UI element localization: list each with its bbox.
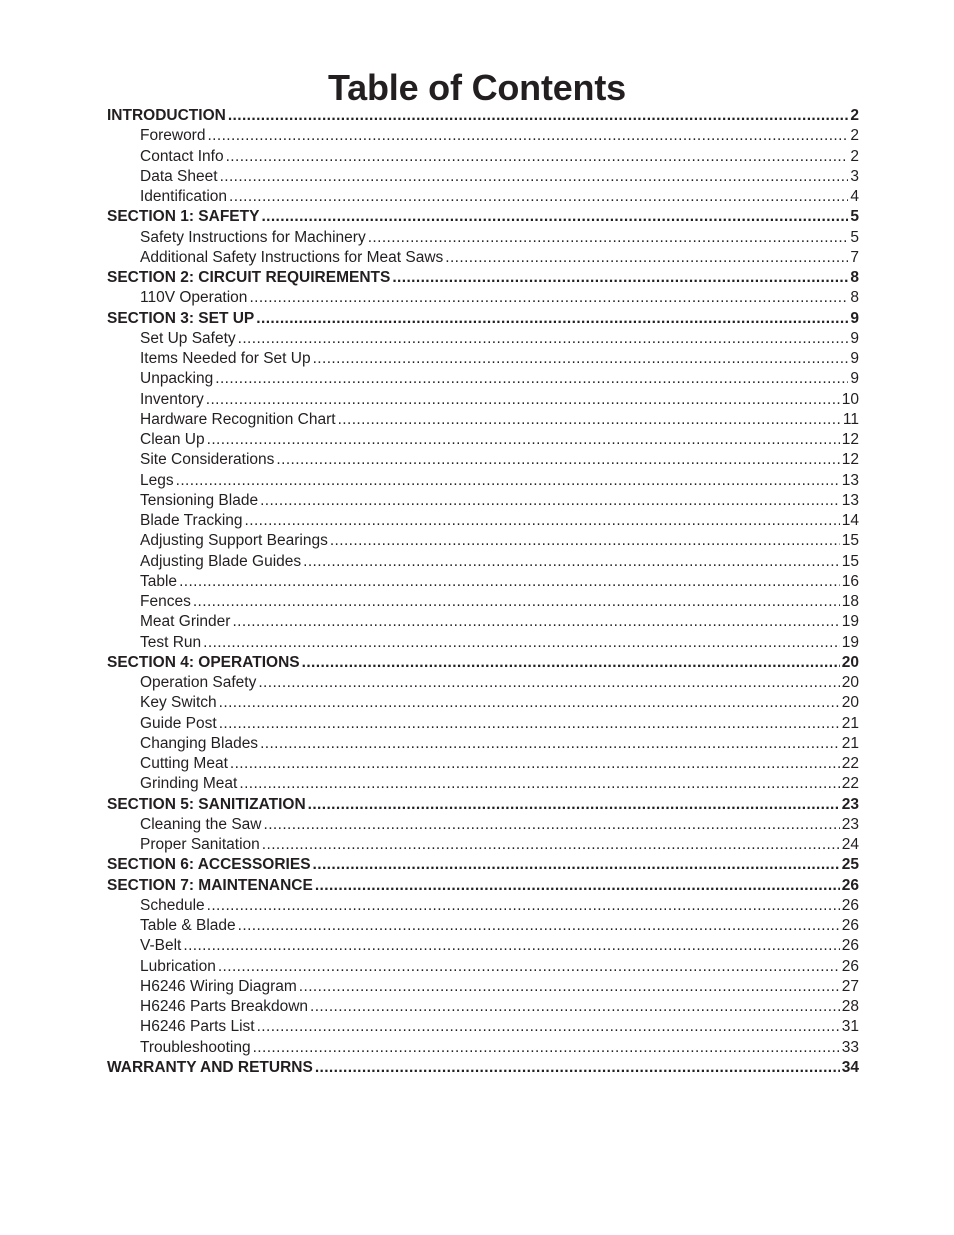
dot-leader xyxy=(230,754,840,774)
dot-leader xyxy=(245,511,840,531)
toc-entry-label: Legs xyxy=(140,471,174,489)
dot-leader xyxy=(313,349,849,369)
toc-entry-page-number: 18 xyxy=(841,593,859,610)
toc-subsection-entry[interactable] xyxy=(107,774,859,794)
dot-leader xyxy=(303,552,840,572)
dot-leader xyxy=(253,1038,840,1058)
toc-entry-page-number: 34 xyxy=(841,1058,859,1076)
toc-entry-page-number: 22 xyxy=(841,775,859,793)
toc-entry-label: WARRANTY AND RETURNS xyxy=(107,1058,313,1076)
toc-entry-label: Data Sheet xyxy=(140,167,218,185)
toc-entry-label: Cleaning the Saw xyxy=(140,815,262,833)
toc-entry-page-number: 12 xyxy=(841,431,859,448)
dot-leader xyxy=(193,592,840,612)
dot-leader xyxy=(203,633,840,653)
toc-section-entry[interactable] xyxy=(107,106,859,126)
dot-leader xyxy=(313,855,840,875)
toc-subsection-entry[interactable] xyxy=(107,957,859,977)
dot-leader xyxy=(220,167,849,187)
toc-subsection-entry[interactable] xyxy=(107,248,859,268)
toc-subsection-entry[interactable] xyxy=(107,1038,859,1058)
dot-leader xyxy=(261,207,848,227)
toc-entry-page-number: 15 xyxy=(841,532,859,550)
dot-leader xyxy=(299,977,840,997)
toc-entry-label: Grinding Meat xyxy=(140,775,238,793)
toc-subsection-entry[interactable] xyxy=(107,633,859,653)
toc-section-entry[interactable] xyxy=(107,207,859,227)
toc-subsection-entry[interactable] xyxy=(107,693,859,713)
dot-leader xyxy=(260,491,840,511)
toc-entry-label: INTRODUCTION xyxy=(107,107,226,124)
dot-leader xyxy=(207,896,840,916)
toc-entry-page-number: 20 xyxy=(841,694,859,712)
toc-entry-label: SECTION 5: SANITIZATION xyxy=(107,795,306,813)
toc-subsection-entry[interactable] xyxy=(107,754,859,774)
dot-leader xyxy=(368,228,849,248)
toc-section-entry[interactable] xyxy=(107,309,859,329)
dot-leader xyxy=(229,187,848,207)
toc-entry-page-number: 13 xyxy=(841,471,859,489)
toc-entry-page-number: 2 xyxy=(850,107,859,124)
toc-entry-label: Inventory xyxy=(140,390,204,408)
toc-subsection-entry[interactable] xyxy=(107,471,859,491)
toc-entry-label: Operation Safety xyxy=(140,674,257,691)
toc-entry-page-number: 33 xyxy=(841,1038,859,1056)
dot-leader xyxy=(330,531,840,551)
dot-leader xyxy=(315,876,840,896)
toc-subsection-entry[interactable] xyxy=(107,187,859,207)
toc-entry-page-number: 8 xyxy=(850,289,859,307)
toc-subsection-entry[interactable] xyxy=(107,531,859,551)
toc-entry-label: Adjusting Blade Guides xyxy=(140,552,302,570)
dot-leader xyxy=(302,653,840,673)
dot-leader xyxy=(256,309,848,329)
toc-subsection-entry[interactable] xyxy=(107,390,859,410)
toc-entry-page-number: 21 xyxy=(841,734,859,752)
toc-entry-label: Items Needed for Set Up xyxy=(140,350,311,367)
toc-entry-label: SECTION 3: SET UP xyxy=(107,309,255,327)
toc-entry-page-number: 23 xyxy=(841,815,859,833)
toc-entry-label: Set Up Safety xyxy=(140,329,236,347)
toc-entry-page-number: 10 xyxy=(841,390,859,408)
toc-subsection-entry[interactable] xyxy=(107,896,859,916)
toc-entry-label: Blade Tracking xyxy=(140,512,243,529)
toc-subsection-entry[interactable] xyxy=(107,369,859,389)
toc-entry-label: Hardware Recognition Chart xyxy=(140,410,336,428)
toc-entry-page-number: 26 xyxy=(841,937,859,955)
dot-leader xyxy=(249,288,848,308)
toc-subsection-entry[interactable] xyxy=(107,1017,859,1037)
dot-leader xyxy=(232,612,839,632)
toc-entry-page-number: 19 xyxy=(841,633,859,651)
toc-entry-page-number: 3 xyxy=(850,167,859,185)
toc-entry-label: Test Run xyxy=(140,633,202,651)
toc-entry-page-number: 12 xyxy=(841,451,859,469)
toc-entry-page-number: 26 xyxy=(841,896,859,914)
toc-section-entry[interactable] xyxy=(107,1058,859,1078)
table-of-contents xyxy=(107,106,859,1078)
toc-entry-page-number: 25 xyxy=(841,856,859,874)
toc-entry-page-number: 23 xyxy=(841,795,859,813)
toc-subsection-entry[interactable] xyxy=(107,997,859,1017)
toc-subsection-entry[interactable] xyxy=(107,349,859,369)
toc-entry-page-number: 19 xyxy=(841,613,859,631)
dot-leader xyxy=(183,936,839,956)
toc-section-entry[interactable] xyxy=(107,795,859,815)
dot-leader xyxy=(308,795,840,815)
toc-entry-label: SECTION 2: CIRCUIT REQUIREMENTS xyxy=(107,269,391,286)
dot-leader xyxy=(258,673,839,693)
toc-entry-label: SECTION 7: MAINTENANCE xyxy=(107,876,313,894)
toc-subsection-entry[interactable] xyxy=(107,612,859,632)
toc-subsection-entry[interactable] xyxy=(107,329,859,349)
toc-subsection-entry[interactable] xyxy=(107,491,859,511)
toc-entry-page-number: 5 xyxy=(850,208,859,226)
dot-leader xyxy=(310,997,840,1017)
toc-entry-page-number: 2 xyxy=(850,147,859,165)
toc-entry-label: Unpacking xyxy=(140,370,214,388)
toc-subsection-entry[interactable] xyxy=(107,936,859,956)
toc-subsection-entry[interactable] xyxy=(107,714,859,734)
toc-entry-label: Contact Info xyxy=(140,147,224,165)
toc-entry-label: Troubleshooting xyxy=(140,1038,251,1056)
dot-leader xyxy=(315,1058,840,1078)
toc-entry-label: Schedule xyxy=(140,896,205,914)
toc-entry-page-number: 9 xyxy=(850,309,859,327)
dot-leader xyxy=(207,126,848,146)
toc-entry-label: Meat Grinder xyxy=(140,613,231,631)
dot-leader xyxy=(179,572,840,592)
toc-subsection-entry[interactable] xyxy=(107,673,859,693)
toc-entry-label: SECTION 6: ACCESSORIES xyxy=(107,856,311,874)
dot-leader xyxy=(260,734,840,754)
toc-entry-page-number: 2 xyxy=(850,127,859,145)
toc-entry-label: Additional Safety Instructions for Meat Saws xyxy=(140,248,444,266)
toc-entry-label: Identification xyxy=(140,188,228,205)
toc-subsection-entry[interactable] xyxy=(107,228,859,248)
toc-entry-page-number: 14 xyxy=(841,512,859,529)
toc-section-entry[interactable] xyxy=(107,268,859,288)
toc-entry-label: Cutting Meat xyxy=(140,755,228,772)
toc-section-entry[interactable] xyxy=(107,876,859,896)
toc-entry-page-number: 13 xyxy=(841,491,859,509)
dot-leader xyxy=(206,390,840,410)
toc-subsection-entry[interactable] xyxy=(107,410,859,430)
toc-subsection-entry[interactable] xyxy=(107,288,859,308)
toc-subsection-entry[interactable] xyxy=(107,916,859,936)
toc-entry-label: Proper Sanitation xyxy=(140,836,260,853)
toc-section-entry[interactable] xyxy=(107,855,859,875)
toc-entry-page-number: 31 xyxy=(841,1018,859,1036)
toc-entry-page-number: 15 xyxy=(841,552,859,570)
dot-leader xyxy=(238,329,849,349)
toc-entry-page-number: 20 xyxy=(841,653,859,671)
dot-leader xyxy=(228,106,849,126)
toc-subsection-entry[interactable] xyxy=(107,815,859,835)
toc-entry-page-number: 22 xyxy=(841,755,859,772)
toc-entry-page-number: 24 xyxy=(841,836,859,853)
toc-entry-page-number: 11 xyxy=(842,410,859,428)
toc-subsection-entry[interactable] xyxy=(107,430,859,450)
toc-subsection-entry[interactable] xyxy=(107,450,859,470)
toc-entry-label: 110V Operation xyxy=(140,289,248,307)
toc-entry-label: Changing Blades xyxy=(140,734,259,752)
toc-entry-label: H6246 Parts Breakdown xyxy=(140,998,309,1015)
toc-entry-label: Table & Blade xyxy=(140,917,236,934)
dot-leader xyxy=(276,450,839,470)
toc-entry-label: SECTION 4: OPERATIONS xyxy=(107,653,300,671)
toc-entry-page-number: 20 xyxy=(841,674,859,691)
toc-entry-label: Table xyxy=(140,572,178,590)
toc-entry-page-number: 9 xyxy=(850,329,859,347)
dot-leader xyxy=(338,410,841,430)
toc-entry-label: Safety Instructions for Machinery xyxy=(140,228,366,246)
toc-entry-label: Site Considerations xyxy=(140,451,275,469)
toc-entry-label: Clean Up xyxy=(140,431,205,448)
dot-leader xyxy=(239,774,839,794)
toc-entry-label: Foreword xyxy=(140,127,206,145)
dot-leader xyxy=(257,1017,840,1037)
dot-leader xyxy=(176,471,840,491)
dot-leader xyxy=(264,815,840,835)
dot-leader xyxy=(445,248,848,268)
toc-subsection-entry[interactable] xyxy=(107,977,859,997)
toc-entry-label: Guide Post xyxy=(140,714,217,732)
toc-entry-page-number: 21 xyxy=(841,714,859,732)
toc-entry-page-number: 27 xyxy=(841,977,859,995)
toc-section-entry[interactable] xyxy=(107,653,859,673)
dot-leader xyxy=(392,268,848,288)
dot-leader xyxy=(226,147,849,167)
toc-entry-page-number: 9 xyxy=(850,350,859,367)
toc-entry-page-number: 28 xyxy=(841,998,859,1015)
toc-subsection-entry[interactable] xyxy=(107,511,859,531)
dot-leader xyxy=(218,957,840,977)
toc-subsection-entry[interactable] xyxy=(107,147,859,167)
toc-entry-label: Lubrication xyxy=(140,957,216,975)
toc-subsection-entry[interactable] xyxy=(107,734,859,754)
toc-entry-label: V-Belt xyxy=(140,937,182,955)
dot-leader xyxy=(219,693,840,713)
dot-leader xyxy=(207,430,840,450)
toc-entry-label: Tensioning Blade xyxy=(140,491,259,509)
dot-leader xyxy=(219,714,840,734)
page-title: Table of Contents xyxy=(328,67,626,108)
dot-leader xyxy=(262,835,840,855)
toc-entry-page-number: 5 xyxy=(850,228,859,246)
toc-subsection-entry[interactable] xyxy=(107,835,859,855)
toc-entry-page-number: 26 xyxy=(841,957,859,975)
toc-entry-label: H6246 Parts List xyxy=(140,1018,255,1036)
toc-entry-page-number: 26 xyxy=(841,917,859,934)
toc-entry-label: Adjusting Support Bearings xyxy=(140,532,328,550)
toc-entry-label: Key Switch xyxy=(140,694,217,712)
toc-subsection-entry[interactable] xyxy=(107,572,859,592)
toc-entry-page-number: 9 xyxy=(850,370,859,388)
toc-subsection-entry[interactable] xyxy=(107,126,859,146)
toc-entry-page-number: 16 xyxy=(841,572,859,590)
toc-subsection-entry[interactable] xyxy=(107,552,859,572)
toc-entry-label: SECTION 1: SAFETY xyxy=(107,208,260,226)
toc-entry-label: H6246 Wiring Diagram xyxy=(140,977,297,995)
dot-leader xyxy=(238,916,840,936)
toc-subsection-entry[interactable] xyxy=(107,592,859,612)
dot-leader xyxy=(215,369,848,389)
toc-subsection-entry[interactable] xyxy=(107,167,859,187)
toc-entry-page-number: 4 xyxy=(850,188,859,205)
toc-entry-page-number: 8 xyxy=(850,269,859,286)
toc-entry-page-number: 26 xyxy=(841,876,859,894)
toc-entry-label: Fences xyxy=(140,593,191,610)
toc-entry-page-number: 7 xyxy=(850,248,859,266)
